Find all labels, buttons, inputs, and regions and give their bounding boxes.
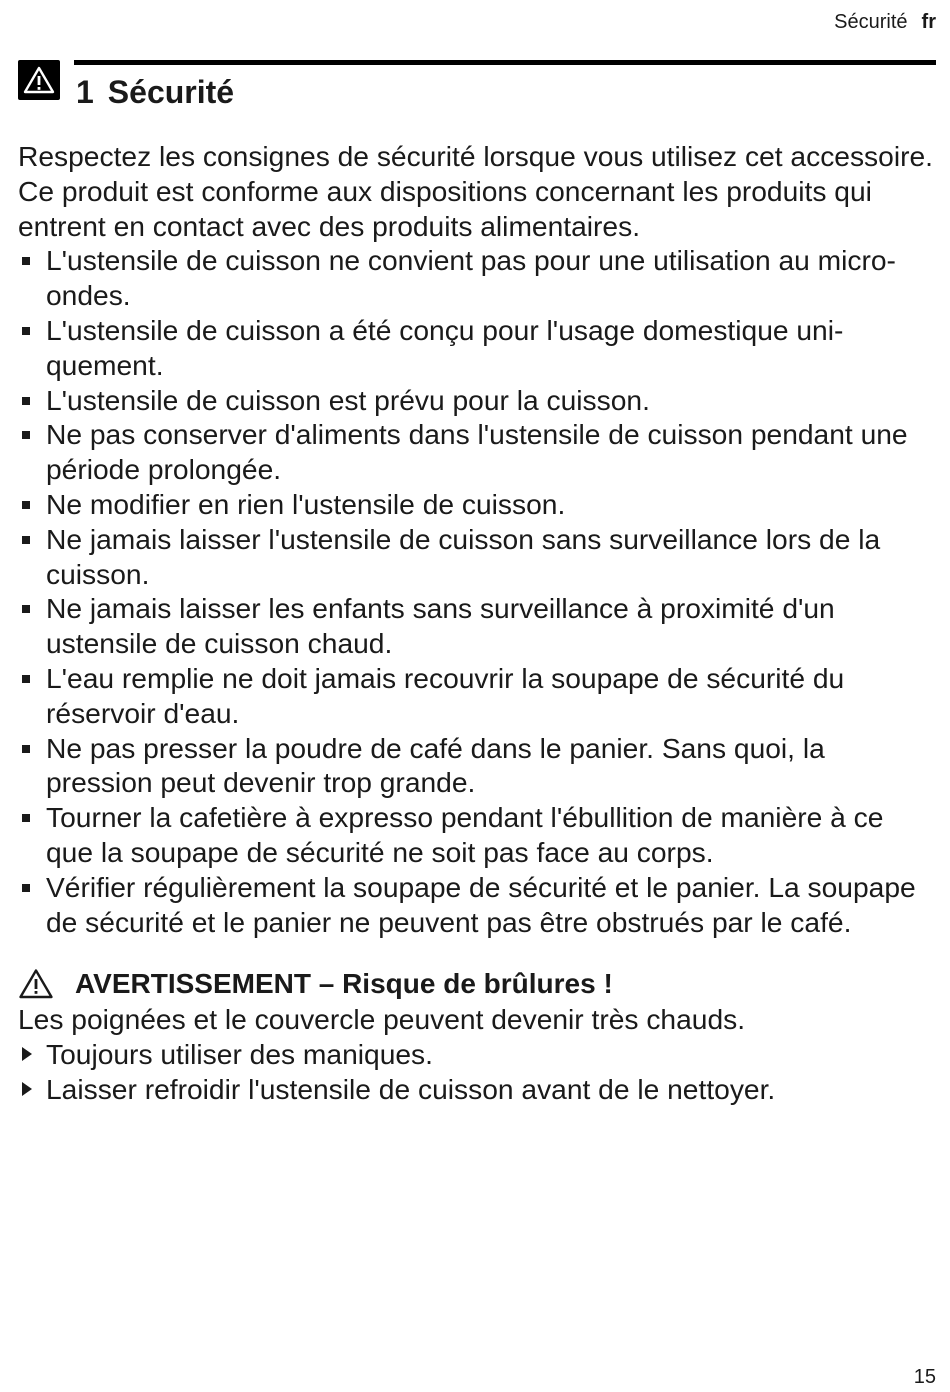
bullet-square-icon	[22, 605, 30, 613]
section-title	[76, 72, 234, 112]
list-item-text: Ne pas presser la poudre de café dans le panier. Sans quoi, la pression peut devenir trop grande.	[46, 731, 825, 799]
list-item	[18, 870, 938, 940]
list-item-text: Ne modifier en rien l'ustensile de cuisson.	[46, 487, 566, 520]
header-language-code: fr	[921, 11, 936, 33]
list-item-text: L'eau remplie ne doit jamais recouvrir la soupape de sécurité du réservoir d'eau.	[46, 661, 845, 729]
warning-block	[18, 967, 938, 1106]
header-section-name: Sécurité	[834, 11, 908, 33]
list-item	[18, 800, 938, 870]
bullet-square-icon	[22, 501, 30, 509]
list-item-text: Ne jamais laisser les enfants sans surveillance à proximité d'un ustensile de cuisson chaud.	[46, 592, 835, 660]
list-item-text: L'ustensile de cuisson ne convient pas pour une utilisation au micro-ondes.	[46, 244, 896, 312]
action-arrow-icon	[22, 1082, 32, 1096]
list-item	[18, 383, 938, 418]
intro-paragraph: Ce produit est conforme aux dispositions concernant les produits qui entrent en contact avec des produits alimentaires.	[18, 174, 872, 242]
safety-bullet-list	[18, 243, 938, 939]
warning-heading	[18, 967, 938, 1002]
list-item-text: Laisser refroidir l'ustensile de cuisson avant de le nettoyer.	[46, 1072, 776, 1105]
list-item-text: Vérifier régulièrement la soupape de sécurité et le panier. La soupape de sécurité et le panier ne peuvent pas être obstrués par le café.	[46, 870, 916, 938]
warning-text: Les poignées et le couvercle peuvent devenir très chauds.	[18, 1003, 746, 1036]
bullet-square-icon	[22, 745, 30, 753]
warning-title: AVERTISSEMENT – Risque de brûlures !	[75, 968, 613, 1000]
action-arrow-icon	[22, 1047, 32, 1061]
list-item	[18, 591, 938, 661]
section-title-text: Sécurité	[107, 74, 235, 110]
list-item-text: L'ustensile de cuisson a été conçu pour l'usage domestique uniquement.	[46, 313, 844, 381]
bullet-square-icon	[22, 257, 30, 265]
list-item	[18, 731, 938, 801]
running-header	[834, 10, 936, 34]
safety-content	[18, 139, 938, 1107]
list-item	[18, 522, 938, 592]
list-item	[18, 1037, 938, 1072]
list-item	[18, 1072, 938, 1107]
list-item-text: Toujours utiliser des maniques.	[46, 1037, 433, 1070]
list-item	[18, 417, 938, 487]
warning-triangle-icon	[18, 968, 54, 999]
list-item	[18, 487, 938, 522]
section-number: 1	[76, 74, 94, 110]
list-item	[18, 661, 938, 731]
bullet-square-icon	[22, 884, 30, 892]
list-item-text: Ne pas conserver d'aliments dans l'ustensile de cuisson pendant une période prolongée.	[46, 418, 908, 486]
bullet-square-icon	[22, 431, 30, 439]
list-item-text: Ne jamais laisser l'ustensile de cuisson sans surveillance lors de la cuisson.	[46, 522, 881, 590]
bullet-square-icon	[22, 814, 30, 822]
bullet-square-icon	[22, 397, 30, 405]
list-item-text: Tourner la cafetière à expresso pendant l'ébullition de manière à ce que la soupape de sécurité ne soit pas face au corps.	[46, 801, 884, 868]
warning-action-list	[18, 1037, 938, 1107]
list-item	[18, 243, 938, 313]
bullet-square-icon	[22, 327, 30, 335]
heading-rule	[74, 60, 936, 65]
page-number: 15	[913, 1366, 936, 1388]
intro-paragraph: Respectez les consignes de sécurité lorsque vous utilisez cet accessoire.	[18, 140, 933, 172]
bullet-square-icon	[22, 536, 30, 544]
list-item-text: L'ustensile de cuisson est prévu pour la cuisson.	[46, 383, 650, 416]
list-item	[18, 313, 938, 383]
danger-warning-icon	[18, 60, 60, 100]
bullet-square-icon	[22, 675, 30, 683]
